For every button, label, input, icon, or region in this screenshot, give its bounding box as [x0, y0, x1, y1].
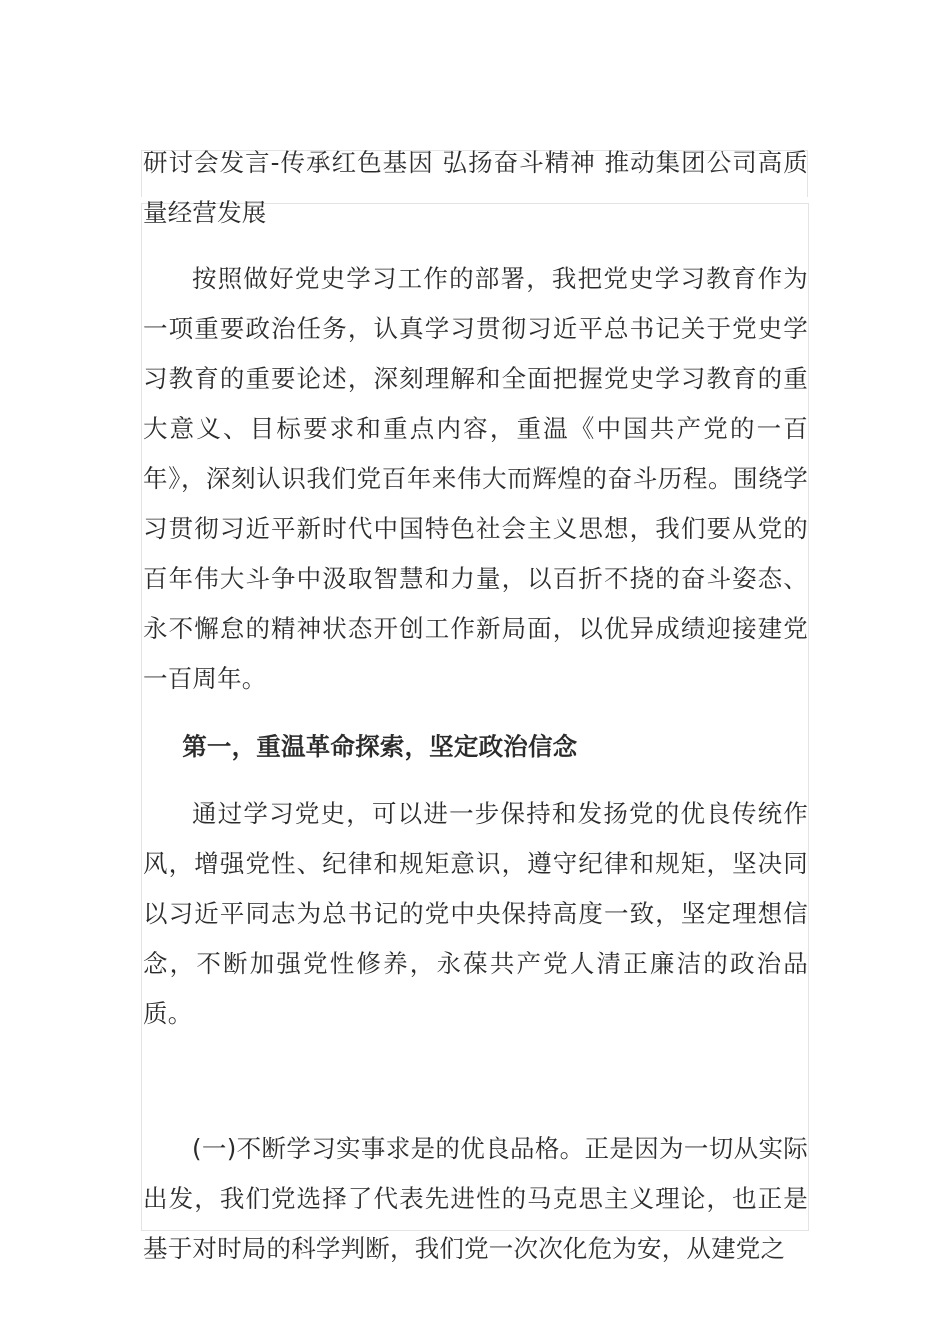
- paragraph-section-one: 通过学习党史，可以进一步保持和发扬党的优良传统作风，增强党性、纪律和规矩意识，遵守纪律和规矩，坚决同以习近平同志为总书记的党中央保持高度一致，坚定理想信念，不断加强党性修养，永葆共产党人清正廉洁的政治品质。: [143, 799, 808, 1028]
- paragraph-intro: 按照做好党史学习工作的部署，我把党史学习教育作为一项重要政治任务，认真学习贯彻习近平总书记关于党史学习教育的重要论述，深刻理解和全面把握党史学习教育的重大意义、目标要求和重点内容，重温《中国共产党的一百年》，深刻认识我们党百年来伟大而辉煌的奋斗历程。围绕学习贯彻习近平新时代中国特色社会主义思想，我们要从党的百年伟大斗争中汲取智慧和力量，以百折不挠的奋斗姿态、永不懈怠的精神状态开创工作新局面，以优异成绩迎接建党一百周年。: [143, 264, 808, 693]
- blank-line: [143, 1039, 808, 1124]
- document-content: [143, 138, 808, 1274]
- paragraph-item-one: (一)不断学习实事求是的优良品格。正是因为一切从实际出发，我们党选择了代表先进性的马克思主义理论，也正是基于对时局的科学判断，我们党一次次化危为安，从建党之: [143, 1134, 808, 1263]
- document-title: 研讨会发言-传承红色基因 弘扬奋斗精神 推动集团公司高质量经营发展: [143, 148, 808, 227]
- section-heading: 第一，重温革命探索，坚定政治信念: [182, 732, 578, 761]
